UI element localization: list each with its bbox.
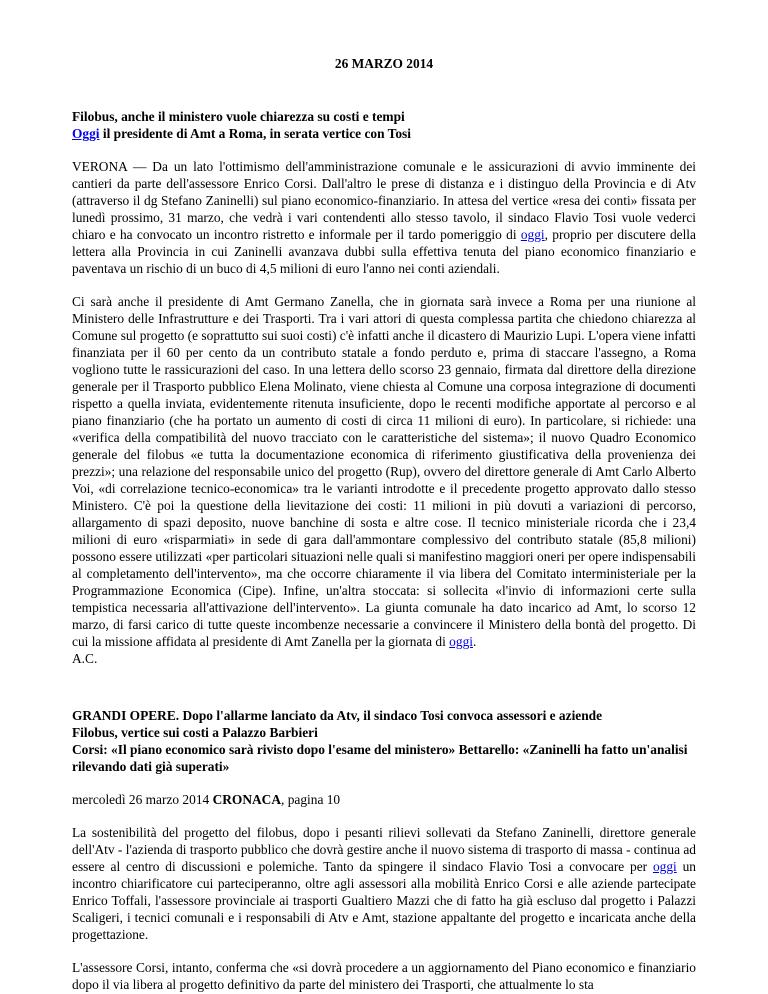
article2-p1-text-a: La sostenibilità del progetto del filobus, dopo i pesanti rilievi sollevati da Stefano Zaninelli, direttore generale dell'Atv - l'azienda di trasporto pubblico che dovrà gestire anche il nuovo sistema di trasporto di massa - continua ad essere al centro di discussioni e polemiche. Tanto da spingere il sindaco Flavio Tosi a convocare per — [72, 825, 696, 874]
article2-headline — [72, 707, 696, 775]
article2-head-2: Filobus, vertice sui costi a Palazzo Barbieri — [72, 725, 318, 740]
article1-headline-text: Filobus, anche il ministero vuole chiarezza su costi e tempi — [72, 109, 405, 124]
article1-p2-text-b: . — [472, 634, 477, 649]
article1-sub-link[interactable]: Oggi — [72, 126, 100, 141]
article1-p1-link[interactable]: oggi — [520, 227, 545, 242]
article2-byline-page: , pagina 10 — [281, 792, 341, 807]
article1-p2-text-a: Ci sarà anche il presidente di Amt Germano Zanella, che in giornata sarà invece a Roma per una riunione al Ministero delle Infrastrutture e dei Trasporti. Tra i vari attori di questa complessa partita che chiedono chiarezza al Comune sul progetto (e soprattutto sui suoi costi) c'è infatti anche il dicastero di Maurizio Lupi. L'opera viene infatti finanziata per il 60 per cento da un contributo statale a fondo perduto e, prima di staccare l'assegno, a Roma vogliono tutte le rassicurazioni del caso. In una lettera dello scorso 23 gennaio, firmata dal direttore della direzione generale per il Trasporto pubblico Elena Molinato, viene chiesta al Comune una corposa integrazione di documenti rispetto a quella inviata, evidentemente ritenuta insuficiente, dopo le recenti modifiche apportate al percorso e al piano finanziario (che ha portato un aumento di costi di circa 11 milioni di euro). In particolare, si richiede: una «verifica della compatibilità del nuovo tracciato con le caratteristiche del sistema»; il nuovo Quadro Economico generale del filobus «e tutta la documentazione economica di riferimento giustificativa della provenienza dei prezzi»; una relazione del responsabile unico del progetto (Rup), ovvero del direttore generale di Amt Carlo Alberto Voi, «di correlazione tecnico-economica» tra le varianti introdotte e il precedente progetto approvato dallo stesso Ministero. C'è poi la questione della lievitazione dei costi: 11 milioni in più dovuti a variazioni di percorso, allargamento di spazi deposito, nuove banchine di sosta e altre cose. Il tecnico ministeriale ricorda che i 23,4 milioni di euro «risparmiati» in sede di gara dall'ammontare complessivo del contributo statale (85,8 milioni) possono essere utilizzati «per particolari situazioni nelle quali si manifestino maggiori oneri per opere indispensabili al completamento dell'intervento», ma che occorre chiaramente il via libera del Comitato interministeriale per la Programmazione Economica (Cipe). Infine, un'altra stoccata: si sollecita «l'invio di informazioni certe sulla tempistica necessaria all'attivazione dell'intervento». La giunta comunale ha dato incarico ad Amt, lo scorso 12 marzo, di farsi carico di tutte queste incombenze necessarie a convincere il Ministero della bontà del progetto. Di cui la missione affidata al presidente di Amt Zanella per la giornata di — [72, 294, 696, 649]
article2-head-1: GRANDI OPERE. Dopo l'allarme lanciato da Atv, il sindaco Tosi convoca assessori e aziende — [72, 708, 603, 723]
article2-byline-date: mercoledì 26 marzo 2014 — [72, 792, 213, 807]
article2-byline — [72, 791, 696, 808]
article2-p1-link[interactable]: oggi — [652, 859, 677, 874]
article2-paragraph-1 — [72, 824, 696, 943]
article2-head-3: Corsi: «Il piano economico sarà rivisto dopo l'esame del ministero» Bettarello: «Zaninelli ha fatto un'analisi rilevando dati già superati» — [72, 742, 688, 774]
document-body — [72, 108, 696, 993]
article2-paragraph-2: L'assessore Corsi, intanto, conferma che «si dovrà procedere a un aggiornamento del Piano economico e finanziario dopo il via libera al progetto definitivo da parte del ministero dei Trasporti, che attualmente lo sta — [72, 960, 696, 992]
article1-subheadline-text: il presidente di Amt a Roma, in serata vertice con Tosi — [99, 126, 411, 141]
article2-byline-section: CRONACA — [212, 792, 281, 807]
article1-p1-text-a: VERONA — Da un lato l'ottimismo dell'amministrazione comunale e le assicurazioni di avvio imminente dei cantieri da parte dell'assessore Enrico Corsi. Dall'altro le prese di distanza e i distinguo della Provincia e di Atv (attraverso il dg Stefano Zaninelli) sul piano economico-finanziario. In attesa del vertice «resa dei conti» fissata per lunedì prossimo, 31 marzo, che vedrà i vari contendenti allo stesso tavolo, il sindaco Flavio Tosi vuole vederci chiaro e ha convocato un incontro ristretto e informale per il tardo pomeriggio di — [72, 159, 696, 242]
article1-headline — [72, 108, 696, 142]
article1-p2-link[interactable]: oggi — [449, 634, 473, 649]
article1-signature: A.C. — [72, 651, 98, 666]
document-date: 26 MARZO 2014 — [334, 56, 434, 71]
article2-p1-text-b: un incontro chiarificatore cui parteciperanno, oltre agli assessori alla mobilità Enrico Corsi e alle aziende partecipate Enrico Toffali, l'assessore provinciale ai trasporti Gualtiero Mazzi che di fatto ha già escluso dal progetto i Palazzi Scaligeri, i tecnici comunali e i responsabili di Atv e Amt, stazione appaltante del progetto e incaricata anche della progettazione. — [72, 859, 696, 942]
article1-p1-text-b: , proprio per discutere della lettera alla Provincia in cui Zaninelli avanzava dubbi sulla effettiva tenuta del piano economico finanziario e paventava un rischio di un buco di 4,5 milioni di euro l'anno nei conti aziendali. — [72, 227, 696, 276]
article1-paragraph-1 — [72, 158, 696, 277]
article1-paragraph-2 — [72, 293, 696, 667]
